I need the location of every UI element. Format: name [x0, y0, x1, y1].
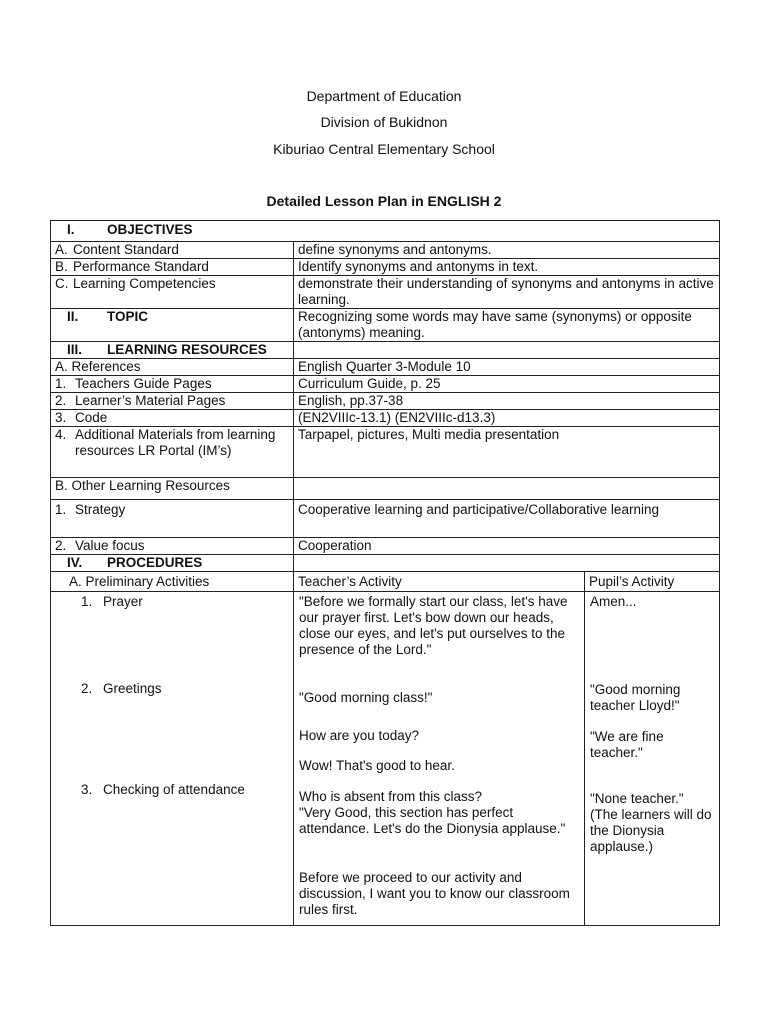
- step-prayer: 1. Prayer: [81, 594, 143, 609]
- item-number: 2.: [55, 393, 67, 408]
- item-number: 1.: [55, 502, 67, 517]
- teachers-activity-cell: [294, 592, 585, 926]
- pupil-fine-response: "We are fine teacher.": [590, 729, 664, 760]
- topic-row: [51, 309, 720, 342]
- section-number: I.: [67, 222, 75, 237]
- content-standard-label: Content Standard: [73, 242, 179, 257]
- performance-standard-label: Performance Standard: [73, 259, 209, 274]
- other-resources-row: [51, 478, 720, 500]
- teacher-good-to-hear-text: Wow! That's good to hear.: [299, 758, 455, 773]
- item-number: A.: [55, 242, 68, 257]
- pupils-activity-cell: [585, 592, 720, 926]
- teacher-attendance-text: "Very Good, this section has perfect attendance. Let's do the Dionysia applause.": [299, 805, 566, 836]
- teachers-guide-value: Curriculum Guide, p. 25: [294, 376, 720, 393]
- references-label: A. References: [51, 359, 294, 376]
- preliminary-activities-label: A. Preliminary Activities: [51, 572, 294, 592]
- item-number: B.: [55, 259, 68, 274]
- header-school: Kiburiao Central Elementary School: [273, 141, 495, 157]
- strategy-row: [51, 500, 720, 538]
- item-number: 3.: [55, 410, 67, 425]
- procedures-section-row: [51, 555, 720, 572]
- lesson-plan-table: [50, 220, 720, 926]
- section-title-topic: TOPIC: [107, 309, 149, 324]
- additional-materials-label: Additional Materials from learning resources LR Portal (IM’s): [75, 427, 276, 458]
- teacher-greeting-text: "Good morning class!": [299, 690, 433, 705]
- content-standard-value: define synonyms and antonyms.: [294, 242, 720, 259]
- learners-material-value: English, pp.37-38: [294, 393, 720, 410]
- learning-competencies-label: Learning Competencies: [73, 276, 216, 291]
- performance-standard-row: [51, 259, 720, 276]
- learning-competencies-row: [51, 276, 720, 309]
- preliminary-activities-row: [51, 572, 720, 592]
- header-division: Division of Bukidnon: [320, 114, 448, 130]
- learners-material-label: Learner’s Material Pages: [75, 393, 226, 408]
- section-number: II.: [67, 309, 79, 324]
- page-title: Detailed Lesson Plan in ENGLISH 2: [266, 193, 502, 209]
- value-focus-label: Value focus: [75, 538, 145, 553]
- teachers-activity-header: Teacher’s Activity: [294, 572, 585, 592]
- teacher-prayer-text: "Before we formally start our class, let's have our prayer first. Let's bow down our heads, close our eyes, and let's put ourselves to the presence of the Lord.": [299, 594, 568, 657]
- teachers-guide-label: Teachers Guide Pages: [75, 376, 212, 391]
- section-number: IV.: [67, 555, 83, 570]
- item-number: 2.: [55, 538, 67, 553]
- additional-materials-value: Tarpapel, pictures, Multi media presentation: [294, 427, 720, 478]
- strategy-label: Strategy: [75, 502, 126, 517]
- pupil-absent-response: "None teacher.": [590, 791, 684, 806]
- strategy-value: Cooperative learning and participative/Collaborative learning: [294, 500, 720, 538]
- step-checking-attendance: 3. Checking of attendance: [81, 782, 245, 797]
- item-number: 1.: [55, 376, 67, 391]
- references-row: [51, 359, 720, 376]
- activity-steps-cell: [51, 592, 294, 926]
- pupil-prayer-response: Amen...: [590, 594, 637, 609]
- section-title-objectives: OBJECTIVES: [107, 222, 193, 237]
- code-value: (EN2VIIIc-13.1) (EN2VIIIc-d13.3): [294, 410, 720, 427]
- topic-value: Recognizing some words may have same (synonyms) or opposite (antonyms) meaning.: [294, 309, 720, 342]
- teacher-how-are-you-text: How are you today?: [299, 728, 420, 743]
- section-title-learning-resources: LEARNING RESOURCES: [107, 342, 267, 357]
- header-department: Department of Education: [306, 88, 462, 104]
- pupils-activity-header: Pupil’s Activity: [585, 572, 720, 592]
- item-number: 4.: [55, 427, 67, 442]
- value-focus-value: Cooperation: [294, 538, 720, 555]
- additional-materials-row: [51, 427, 720, 478]
- section-title-procedures: PROCEDURES: [107, 555, 203, 570]
- pupil-applause-response: (The learners will do the Dionysia applause.): [590, 807, 712, 854]
- learning-competencies-value: demonstrate their understanding of synonyms and antonyms in active learning.: [294, 276, 720, 309]
- item-number: C.: [55, 276, 69, 291]
- learners-material-row: [51, 393, 720, 410]
- section-number: III.: [67, 342, 83, 357]
- objectives-section-row: [51, 221, 720, 242]
- value-focus-row: [51, 538, 720, 555]
- content-standard-row: [51, 242, 720, 259]
- pupil-greeting-response: "Good morning teacher Lloyd!": [590, 682, 681, 713]
- teacher-classroom-rules-text: Before we proceed to our activity and discussion, I want you to know our classroom rules first.: [299, 870, 570, 917]
- performance-standard-value: Identify synonyms and antonyms in text.: [294, 259, 720, 276]
- references-value: English Quarter 3-Module 10: [294, 359, 720, 376]
- teachers-guide-row: [51, 376, 720, 393]
- teacher-absent-question-text: Who is absent from this class?: [299, 789, 483, 804]
- step-greetings: 2. Greetings: [81, 681, 162, 696]
- code-row: [51, 410, 720, 427]
- learning-resources-section-row: [51, 342, 720, 359]
- activities-row: [51, 592, 720, 926]
- code-label: Code: [75, 410, 108, 425]
- other-resources-label: B. Other Learning Resources: [51, 478, 294, 500]
